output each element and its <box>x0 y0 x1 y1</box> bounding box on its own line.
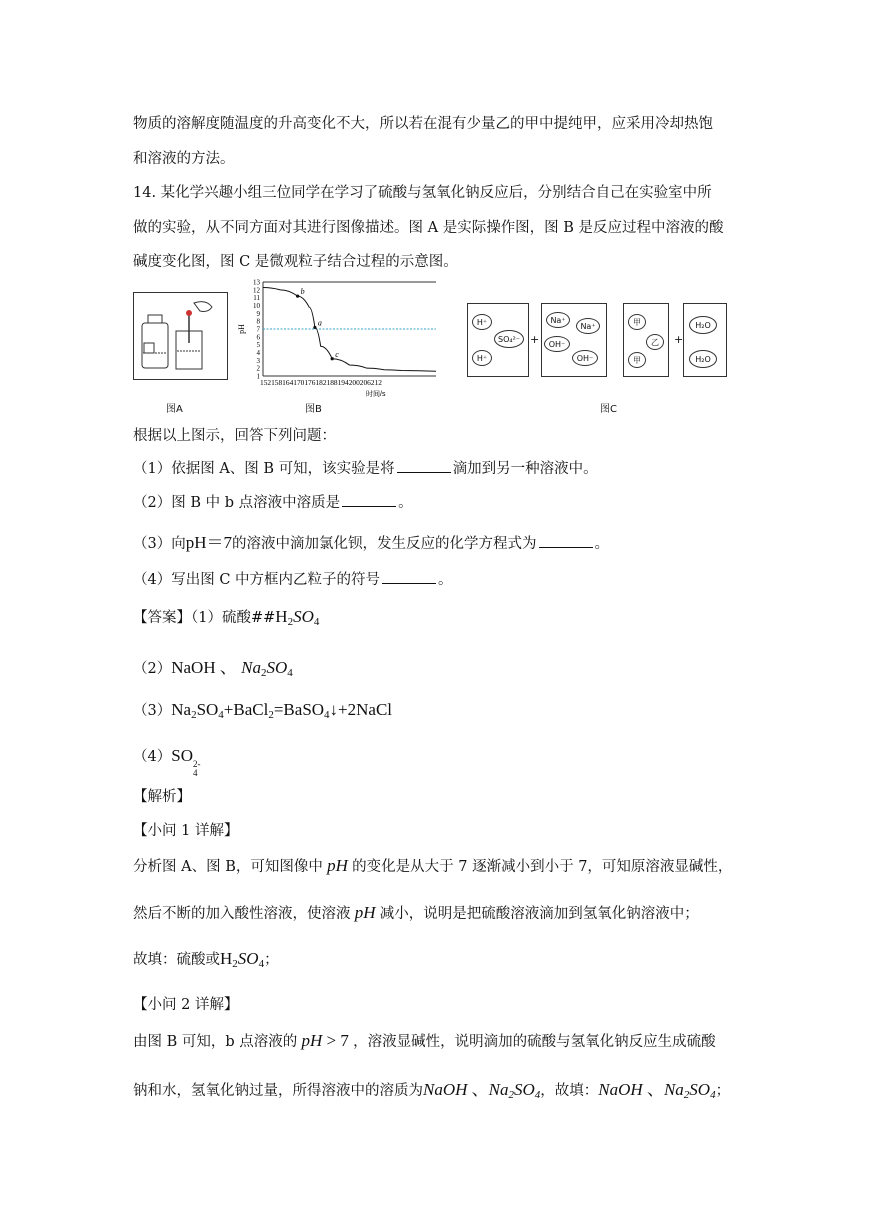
ph-inequality: pH > 7 <box>301 1031 354 1050</box>
ph-chart <box>236 278 451 403</box>
question-4 <box>133 568 453 589</box>
question-1 <box>133 457 598 478</box>
analysis-2-line1 <box>133 1030 716 1051</box>
caption-b: 图B <box>305 404 322 415</box>
figure-a-frame <box>133 292 228 380</box>
particle-jia: 甲 <box>628 352 646 368</box>
analysis-2-line2: 钠和水，氢氧化钠过量，所得溶液中的溶质为NaOH 、$Na_2SO_4$，故填：NaOH 、$Na_2SO_4$； <box>133 1080 731 1101</box>
y-tick-label: 9 <box>256 309 260 318</box>
q3-text-c: 。 <box>594 536 610 552</box>
y-tick-label: 7 <box>256 325 260 334</box>
question-14-line1: 14. 某化学兴趣小组三位同学在学习了硫酸与氢氧化钠反应后，分别结合自己在实验室中所 <box>133 185 712 201</box>
y-tick-label: 3 <box>256 356 260 365</box>
answer-4 <box>133 745 200 778</box>
particle-box-acid <box>467 303 529 377</box>
formula-sulfate-ion: SO 2- 4 <box>171 746 201 778</box>
y-tick-label: 11 <box>253 294 260 303</box>
x-axis-label: 时间/s <box>366 391 386 398</box>
particle-water: H₂O <box>689 316 717 334</box>
y-tick-label: 13 <box>253 278 260 287</box>
point-a <box>313 326 316 329</box>
answer-1 <box>133 606 319 628</box>
point-c <box>331 357 334 360</box>
plus-sign: + <box>674 333 684 346</box>
particle-na-plus: Na⁺ <box>546 312 570 328</box>
analysis-1-line3: 故填：硫酸或$H_2SO_4$； <box>133 949 279 970</box>
answer-heading: 【答案】 <box>133 610 191 626</box>
text-segment: 分析图 A、图 B，可知图像中 <box>133 859 323 875</box>
question-2 <box>133 491 413 512</box>
ph-symbol: pH <box>322 856 353 875</box>
x-tick-labels: 152158164170176182188194200206212 <box>260 378 382 387</box>
analysis-1-line1 <box>133 855 732 876</box>
particle-oh-minus: OH⁻ <box>544 336 570 352</box>
y-tick-label: 12 <box>253 286 260 295</box>
particle-jia: 甲 <box>628 314 646 330</box>
y-tick-label: 5 <box>256 341 260 350</box>
y-tick-label: 8 <box>256 317 260 326</box>
y-tick-label: 2 <box>256 364 260 373</box>
equation-reaction: $Na_2SO_4+BaCl_2=BaSO_4↓+2NaCl$ <box>171 700 393 721</box>
analysis-heading: 【解析】 <box>133 789 191 805</box>
lab-apparatus-illustration <box>134 293 227 379</box>
analysis-1-line2 <box>133 902 699 923</box>
question-14-line3: 碱度变化图，图 C 是微观粒子结合过程的示意图。 <box>133 254 458 270</box>
formula-solutes: NaOH 、$Na_2SO_4$ <box>423 1080 541 1101</box>
particle-box-water <box>683 303 727 377</box>
answer-1-text: （1）硫酸## <box>191 610 276 626</box>
answer-2-text: （2） <box>133 661 172 677</box>
y-tick-label: 6 <box>256 333 260 342</box>
subquestion-1-heading: 【小问 1 详解】 <box>133 823 239 839</box>
formula-h2so4: $H_2SO_4$ <box>275 607 320 628</box>
question-14-line2: 做的实验，从不同方面对其进行图像描述。图 A 是实际操作图，图 B 是反应过程中溶液的酸 <box>133 220 724 236</box>
answer-blank <box>397 462 451 473</box>
ph-expression: pH＝7 <box>185 533 233 552</box>
y-tick-label: 4 <box>256 349 260 357</box>
q4-text-b: 。 <box>438 572 453 588</box>
text-segment: 减小，说明是把硫酸溶液滴加到氢氧化钠溶液中； <box>379 906 699 922</box>
particle-h-plus: H⁺ <box>472 314 492 330</box>
text-segment: ，溶液显碱性，说明滴加的硫酸与氢氧化钠反应生成硫酸 <box>353 1034 716 1050</box>
answer-blank <box>539 537 593 548</box>
particle-oh-minus: OH⁻ <box>572 350 598 366</box>
text-line: 物质的溶解度随温度的升高变化不大，所以若在混有少量乙的甲中提纯甲，应采用冷却热饱 <box>133 116 713 132</box>
subquestion-2-heading: 【小问 2 详解】 <box>133 997 239 1013</box>
formula-h2so4: $H_2SO_4$ <box>220 949 265 970</box>
text-segment: 钠和水，氢氧化钠过量，所得溶液中的溶质为 <box>133 1083 423 1099</box>
particle-sulfate: SO₄²⁻ <box>494 330 524 348</box>
point-label-b: b <box>300 287 305 297</box>
text-segment: ，故填： <box>540 1083 599 1099</box>
answer-3-text: （3） <box>133 703 172 719</box>
q3-text-b: 的溶液中滴加氯化钡，发生反应的化学方程式为 <box>232 536 537 552</box>
answer-3 <box>133 699 392 721</box>
particle-h-plus: H⁺ <box>472 350 492 366</box>
text-segment: 故填：硫酸或 <box>133 952 220 968</box>
q3-text-a: （3）向 <box>133 536 186 552</box>
particle-box-base <box>541 303 607 377</box>
q2-text-a: （2）图 B 中 b 点溶液中溶质是 <box>133 495 341 511</box>
text-segment: 的变化是从大于 7 逐渐减小到小于 7，可知原溶液显碱性， <box>352 859 733 875</box>
ph-symbol: pH <box>350 903 380 922</box>
caption-c: 图C <box>600 404 617 415</box>
text-segment: 由图 B 可知，b 点溶液的 <box>133 1034 298 1050</box>
plus-sign: + <box>530 333 540 346</box>
question-3 <box>133 528 609 553</box>
intro-text: 根据以上图示，回答下列问题： <box>133 428 336 444</box>
answer-blank <box>342 496 396 507</box>
q1-text-a: （1）依据图 A、图 B 可知，该实验是将 <box>133 461 395 477</box>
particle-yi: 乙 <box>646 334 664 350</box>
figure-abc <box>133 278 733 413</box>
text-segment: 然后不断的加入酸性溶液，使溶液 <box>133 906 351 922</box>
formula-solutes: NaOH 、$Na_2SO_4$ <box>598 1080 716 1101</box>
q1-text-b: 滴加到另一种溶液中。 <box>452 461 598 477</box>
q2-text-b: 。 <box>398 495 413 511</box>
particle-water: H₂O <box>689 350 717 368</box>
text-line: 和溶液的方法。 <box>133 151 235 167</box>
answer-4-text: （4） <box>133 749 172 765</box>
y-tick-label: 1 <box>256 372 260 381</box>
caption-a: 图A <box>166 404 183 415</box>
y-axis-label: pH <box>237 324 246 334</box>
particle-na-plus: Na⁺ <box>576 318 600 334</box>
point-b <box>296 295 299 298</box>
answer-2 <box>133 653 293 679</box>
particle-box-product-salt <box>623 303 669 377</box>
formula-naoh-na2so4: NaOH 、 $Na_2SO_4$ <box>171 658 293 679</box>
answer-blank <box>382 573 436 584</box>
point-label-a: a <box>317 318 322 328</box>
point-label-c: c <box>335 349 339 359</box>
q4-text-a: （4）写出图 C 中方框内乙粒子的符号 <box>133 572 381 588</box>
y-tick-label: 10 <box>253 302 260 310</box>
